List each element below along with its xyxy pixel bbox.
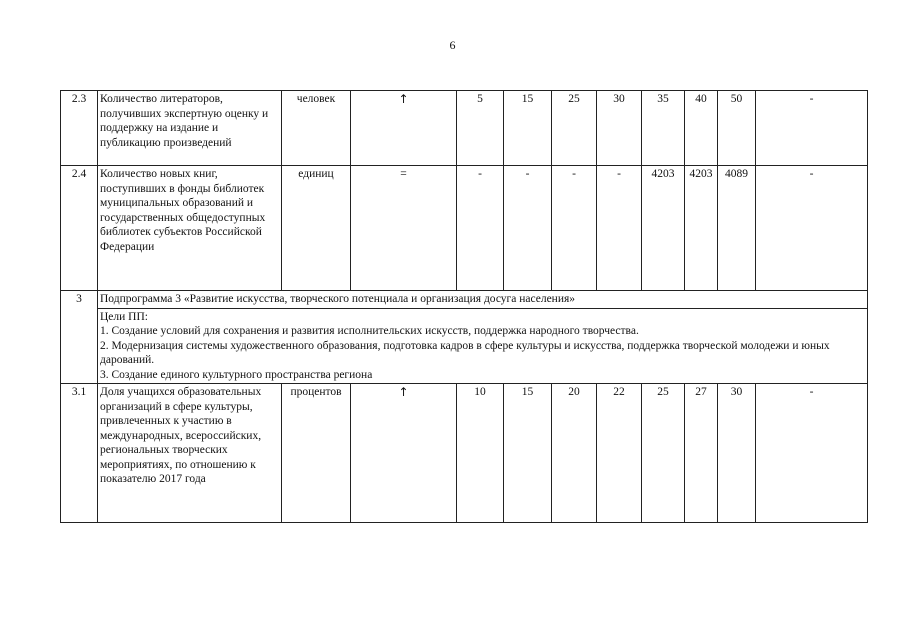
value-cell: 20 — [552, 384, 597, 523]
table-row — [61, 91, 868, 166]
value-cell: 40 — [685, 91, 718, 166]
value-cell: 4203 — [642, 166, 685, 291]
table-row — [61, 384, 868, 523]
indicator-name: Доля учащихся образовательных организаций в сфере культуры, привлеченных к участию в международных, всероссийских, региональных творческих мероприятиях, по отношению к показателю 2017 года — [98, 384, 282, 523]
unit-cell: единиц — [282, 166, 351, 291]
trend-cell: ↑ — [351, 91, 457, 166]
goals-row — [61, 308, 868, 384]
subprogram-row — [61, 291, 868, 309]
indicator-name: Количество новых книг, поступивших в фонды библиотек муниципальных образований и государственных общедоступных библиотек субъектов Российской Федерации — [98, 166, 282, 291]
unit-cell: процентов — [282, 384, 351, 523]
value-cell: - — [597, 166, 642, 291]
goal-item: 2. Модернизация системы художественного образования, подготовка кадров в сфере культуры и искусства, поддержка творческой молодежи и юных дарований. — [100, 339, 830, 366]
indicator-name: Количество литераторов, получивших экспертную оценку и поддержку на издание и публикацию произведений — [98, 91, 282, 166]
subprogram-number: 3 — [61, 291, 98, 384]
last-cell: - — [756, 166, 868, 291]
subprogram-title: Подпрограмма 3 «Развитие искусства, творческого потенциала и организация досуга населения» — [98, 291, 868, 309]
goal-item: 1. Создание условий для сохранения и развития исполнительских искусств, поддержка народного творчества. — [100, 325, 639, 337]
value-cell: 27 — [685, 384, 718, 523]
goal-item: 3. Создание единого культурного пространства региона — [100, 368, 373, 381]
value-cell: 5 — [457, 91, 504, 166]
indicators-table — [60, 90, 868, 523]
goals-cell — [98, 308, 868, 384]
unit-cell: человек — [282, 91, 351, 166]
value-cell: 15 — [504, 91, 552, 166]
value-cell: 22 — [597, 384, 642, 523]
last-cell: - — [756, 91, 868, 166]
value-cell: 15 — [504, 384, 552, 523]
value-cell: 25 — [552, 91, 597, 166]
value-cell: 4203 — [685, 166, 718, 291]
value-cell: - — [457, 166, 504, 291]
value-cell: 50 — [718, 91, 756, 166]
value-cell: 4089 — [718, 166, 756, 291]
row-number: 3.1 — [61, 384, 98, 523]
value-cell: - — [552, 166, 597, 291]
row-number: 2.4 — [61, 166, 98, 291]
row-number: 2.3 — [61, 91, 98, 166]
table-row — [61, 166, 868, 291]
last-cell: - — [756, 384, 868, 523]
value-cell: - — [504, 166, 552, 291]
value-cell: 30 — [597, 91, 642, 166]
value-cell: 10 — [457, 384, 504, 523]
page-number: 6 — [449, 38, 456, 52]
value-cell: 30 — [718, 384, 756, 523]
value-cell: 25 — [642, 384, 685, 523]
goals-heading: Цели ПП: — [100, 310, 148, 323]
value-cell: 35 — [642, 91, 685, 166]
trend-cell: = — [351, 166, 457, 291]
trend-cell: ↑ — [351, 384, 457, 523]
